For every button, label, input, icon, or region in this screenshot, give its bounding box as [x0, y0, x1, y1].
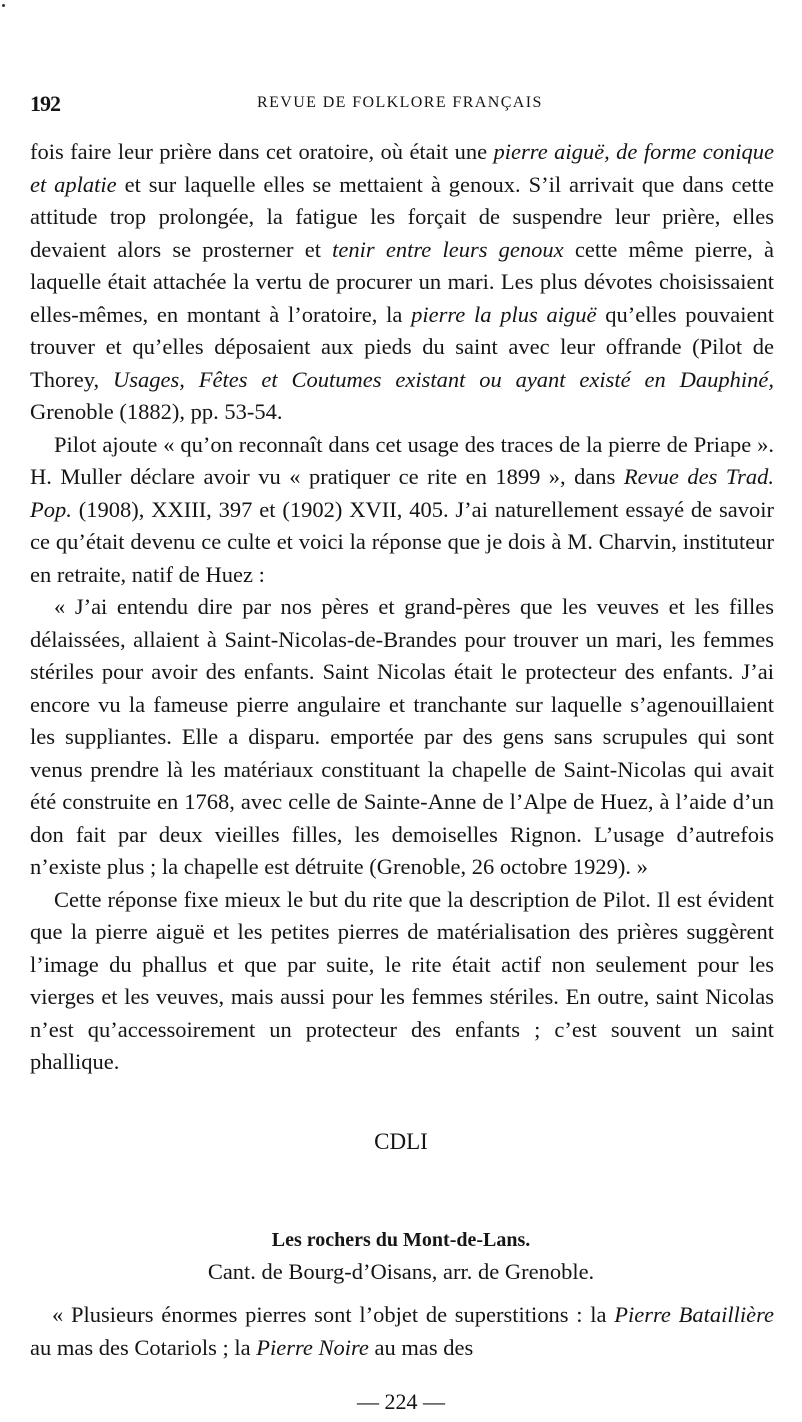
paragraph-continuation — [30, 136, 774, 429]
italic-run: Usages, Fêtes et Coutumes existant ou ayant existé en Dauphiné, — [113, 366, 774, 392]
italic-run: pierre la plus aiguë — [411, 301, 597, 327]
italic-run: pierre aiguë, de forme conique et aplatie — [30, 139, 774, 197]
text-run: au mas des Cotariols ; la — [30, 1334, 257, 1360]
italic-run: Revue des Trad. Pop. — [30, 464, 774, 522]
italic-run: tenir entre leurs genoux — [332, 236, 564, 262]
section-number: CDLI — [374, 1129, 428, 1154]
section-body — [30, 1299, 774, 1364]
text-run: au mas des — [368, 1334, 474, 1360]
paragraph-quote: « J’ai entendu dire par nos pères et grand-pères que les veuves et les filles délaissées, allaient à Saint-Nicolas-de-Brandes pour trouver un mari, les femmes stériles pour avoir des enfants. Saint Nicolas était le protecteur des enfants. J’ai encore vu la fameuse pierre angulaire et tranchante sur laquelle s’agenouillaient les suppliantes. Elle a disparu. emportée par des gens sans scrupules qui sont venus prendre là les matériaux constituant la chapelle de Saint-Nicolas qui avait été construite en 1768, avec celle de Sainte-Anne de l’Alpe de Huez, à l’aide d’un don fait par deux vieilles filles, les demoiselles Rignon. L’usage d’autrefois n’existe plus ; la chapelle est détruite (Grenoble, 26 octobre 1929). » — [30, 594, 774, 879]
text-run: fois faire leur prière dans cet oratoire, où était une — [30, 139, 494, 164]
paragraph-pilot — [30, 429, 774, 592]
text-run: Grenoble (1882), pp. 53-54. — [30, 399, 283, 424]
text-run: (1908), XXIII, 397 et (1902) XVII, 405. J’ai naturellement essayé de savoir ce qu’était devenu ce culte et voici la réponse que je dois à M. Charvin, instituteur en retraite, natif de Huez : — [30, 496, 774, 587]
italic-run: Pierre Noire — [256, 1334, 369, 1360]
section-subtitle: Cant. de Bourg-d’Oisans, arr. de Grenoble. — [207, 1259, 595, 1284]
running-header — [30, 91, 774, 117]
text-run: qu’elles pouvaient trouver et qu’elles déposaient aux pieds du saint avec leur offrande (Pilot de Thorey, — [30, 301, 774, 392]
page-folio: — 224 — — [357, 1389, 445, 1414]
paragraph-rochers — [30, 1299, 774, 1364]
text-run: « Plusieurs énormes pierres sont l’objet de superstitions : la — [52, 1302, 615, 1327]
section-title: Les rochers du Mont-de-Lans. — [271, 1229, 531, 1251]
page-number: 192 — [30, 91, 60, 116]
body-text — [30, 136, 774, 1079]
paragraph-conclusion: Cette réponse fixe mieux le but du rite que la description de Pilot. Il est évident que la pierre aiguë et les petites pierres de matérialisation des prières suggèrent l’image du phallus et que par suite, le rite était actif non seulement pour les vierges et les veuves, mais aussi pour les femmes stériles. En outre, saint Nicolas n’est qu’accessoirement un protecteur des enfants ; c’est souvent un saint phallique. — [30, 886, 774, 1074]
text-run: Pilot ajoute « qu’on reconnaît dans cet usage des traces de la pierre de Priape ». H. Muller déclare avoir vu « pratiquer ce rite en 1899 », dans — [30, 431, 774, 489]
margin-mark — [2, 4, 5, 7]
running-title: REVUE DE FOLKLORE FRANÇAIS — [257, 94, 543, 111]
text-run: et sur laquelle elles se mettaient à genoux. S’il arrivait que dans cette attitude trop prolongée, la fatigue les forçait de suspendre leur prière, elles devaient alors se prosterner et — [30, 171, 774, 262]
italic-run: Pierre Bataillière — [614, 1302, 774, 1327]
text-run: cette même pierre, à laquelle était attachée la vertu de procurer un mari. Les plus dévotes choisissaient elles-mêmes, en montant à l’oratoire, la — [30, 236, 774, 327]
